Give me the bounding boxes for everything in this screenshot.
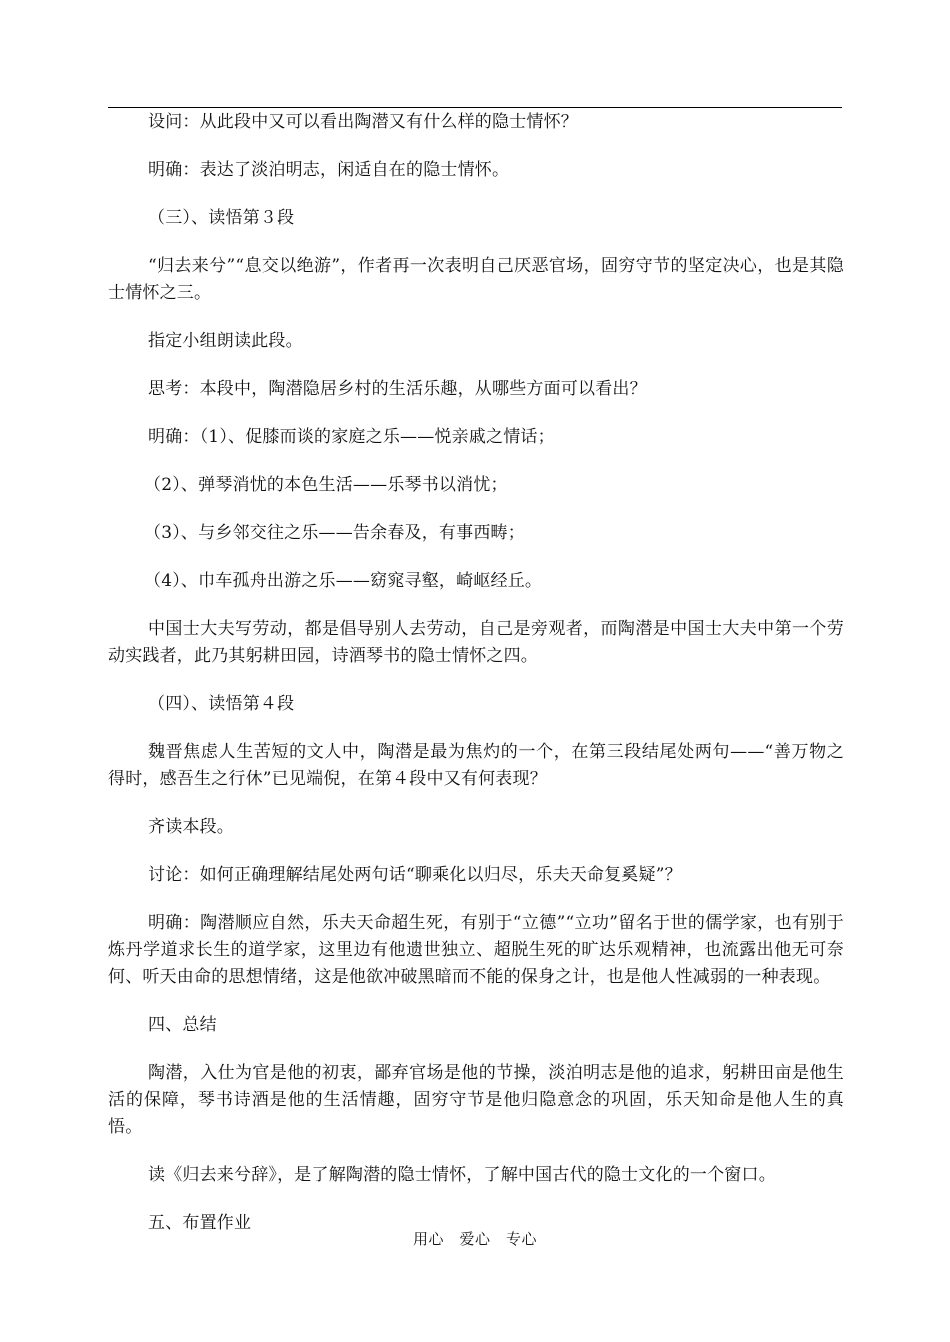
paragraph: 魏晋焦虑人生苦短的文人中，陶潜是最为焦灼的一个，在第三段结尾处两句——“善万物之得时，感吾生之行休”已见端倪，在第４段中又有何表现？: [108, 742, 844, 789]
paragraph: 齐读本段。: [148, 817, 234, 837]
list-item: （2）、弹琴消忧的本色生活——乐琴书以消忧；: [144, 475, 508, 495]
section-heading: 五、布置作业: [148, 1213, 252, 1233]
section-heading: （四）、读悟第４段: [148, 694, 295, 714]
paragraph: 明确：（1）、促膝而谈的家庭之乐——悦亲戚之情话；: [148, 427, 555, 447]
paragraph: 设问：从此段中又可以看出陶潜又有什么样的隐士情怀？: [148, 112, 578, 132]
document-body: [108, 109, 844, 1258]
paragraph: 读《归去来兮辞》，是了解陶潜的隐士情怀，了解中国古代的隐士文化的一个窗口。: [148, 1165, 776, 1185]
paragraph: 明确：表达了淡泊明志，闲适自在的隐士情怀。: [148, 160, 510, 180]
paragraph: “归去来兮”“息交以绝游”，作者再一次表明自己厌恶官场，固穷守节的坚定决心，也是其隐士情怀之三。: [108, 256, 844, 303]
paragraph: 思考：本段中，陶潜隐居乡村的生活乐趣，从哪些方面可以看出？: [148, 379, 647, 399]
paragraph: 指定小组朗读此段。: [148, 331, 303, 351]
paragraph: 中国士大夫写劳动，都是倡导别人去劳动，自己是旁观者，而陶潜是中国士大夫中第一个劳动实践者，此乃其躬耕田园，诗酒琴书的隐士情怀之四。: [108, 619, 844, 666]
list-item: （4）、巾车孤舟出游之乐——窈窕寻壑，崎岖经丘。: [144, 571, 543, 591]
header-rule: [108, 107, 842, 108]
page-footer: 用心 爱心 专心: [412, 1230, 537, 1248]
list-item: （3）、与乡邻交往之乐——告余春及，有事西畴；: [144, 523, 525, 543]
section-heading: （三）、读悟第３段: [148, 208, 295, 228]
paragraph: 陶潜，入仕为官是他的初衷，鄙弃官场是他的节操，淡泊明志是他的追求，躬耕田亩是他生活的保障，琴书诗酒是他的生活情趣，固穷守节是他归隐意念的巩固，乐天知命是他人生的真悟。: [108, 1063, 844, 1137]
section-heading: 四、总结: [148, 1015, 217, 1035]
paragraph: 明确：陶潜顺应自然，乐夫天命超生死，有别于“立德”“立功”留名于世的儒学家，也有别于炼丹学道求长生的道学家，这里边有他遗世独立、超脱生死的旷达乐观精神，也流露出他无可奈何、听天由命的思想情绪，这是他欲冲破黑暗而不能的保身之计，也是他人性减弱的一种表现。: [108, 913, 844, 987]
paragraph: 讨论：如何正确理解结尾处两句话“聊乘化以归尽，乐夫天命复奚疑”？: [148, 865, 682, 885]
